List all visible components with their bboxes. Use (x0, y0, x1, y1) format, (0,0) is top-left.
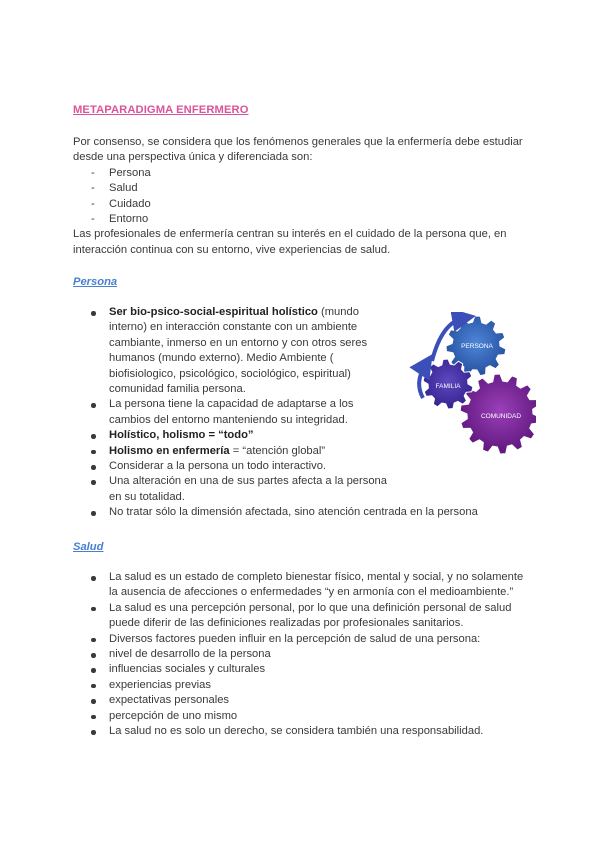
list-item: expectativas personales (73, 693, 528, 708)
list-item: Una alteración en una de sus partes afecta a la persona en su totalidad. (73, 474, 393, 505)
list-item: La salud es un estado de completo bienestar físico, mental y social, y no solamente la ausencia de afecciones o enfermedades “y en armonía con el medioambiente.” (73, 570, 528, 601)
list-item: La persona tiene la capacidad de adaptarse a los cambios del entorno manteniendo su integridad. (73, 397, 393, 428)
gear-label-familia: FAMILIA (435, 383, 461, 390)
gear-label-persona: PERSONA (461, 343, 493, 350)
list-item (73, 444, 393, 459)
item-text: (mundo interno) en interacción constante con un ambiente cambiante, inmerso en un entorno y con otros seres humanos (mundo externo). Medio Ambiente ( biofisiologico, psicológico, sociológico, espiritual) comunidad familia persona. (109, 306, 368, 396)
list-item: No tratar sólo la dimensión afectada, sino atención centrada en la persona (73, 505, 564, 520)
list-item: - Cuidado (73, 197, 528, 212)
document-title: METAPARADIGMA ENFERMERO (73, 104, 249, 116)
phenomena-list (73, 166, 528, 228)
list-item (73, 305, 393, 397)
list-item: nivel de desarrollo de la persona (73, 647, 528, 662)
list-item: influencias sociales y culturales (73, 662, 528, 677)
bold-term: Ser bio-psico-social-espiritual holístico (109, 306, 318, 318)
intro-closing: Las profesionales de enfermería centran su interés en el cuidado de la persona que, en interacción continua con su entorno, vive experiencias de salud. (73, 228, 507, 256)
bold-term: Holismo en enfermería (109, 444, 230, 457)
list-item: Diversos factores pueden influir en la percepción de salud de una persona: (73, 632, 528, 647)
gear-label-comunidad: COMUNIDAD (480, 413, 522, 420)
intro-section (73, 135, 528, 258)
list-item: Holístico, holismo = “todo” (73, 428, 393, 443)
persona-heading: Persona (73, 276, 118, 288)
salud-heading: Salud (73, 541, 104, 553)
list-item: - Entorno (73, 212, 528, 227)
list-item: La salud es una percepción personal, por lo que una definición personal de salud puede diferir de las definiciones realizadas por profesionales sanitarios. (73, 601, 528, 632)
intro-lead: Por consenso, se considera que los fenómenos generales que la enfermería debe estudiar desde una perspectiva única y diferenciada son: (73, 136, 523, 164)
salud-list (73, 570, 528, 739)
list-item: La salud no es solo un derecho, se considera también una responsabilidad. (73, 724, 528, 739)
list-item: Considerar a la persona un todo interactivo. (73, 459, 393, 474)
gears-diagram (396, 312, 536, 462)
list-item: - Salud (73, 181, 528, 196)
item-text: = “atención global” (229, 444, 326, 457)
list-item: experiencias previas (73, 678, 528, 693)
list-item: percepción de uno mismo (73, 709, 528, 724)
list-item: - Persona (73, 166, 528, 181)
